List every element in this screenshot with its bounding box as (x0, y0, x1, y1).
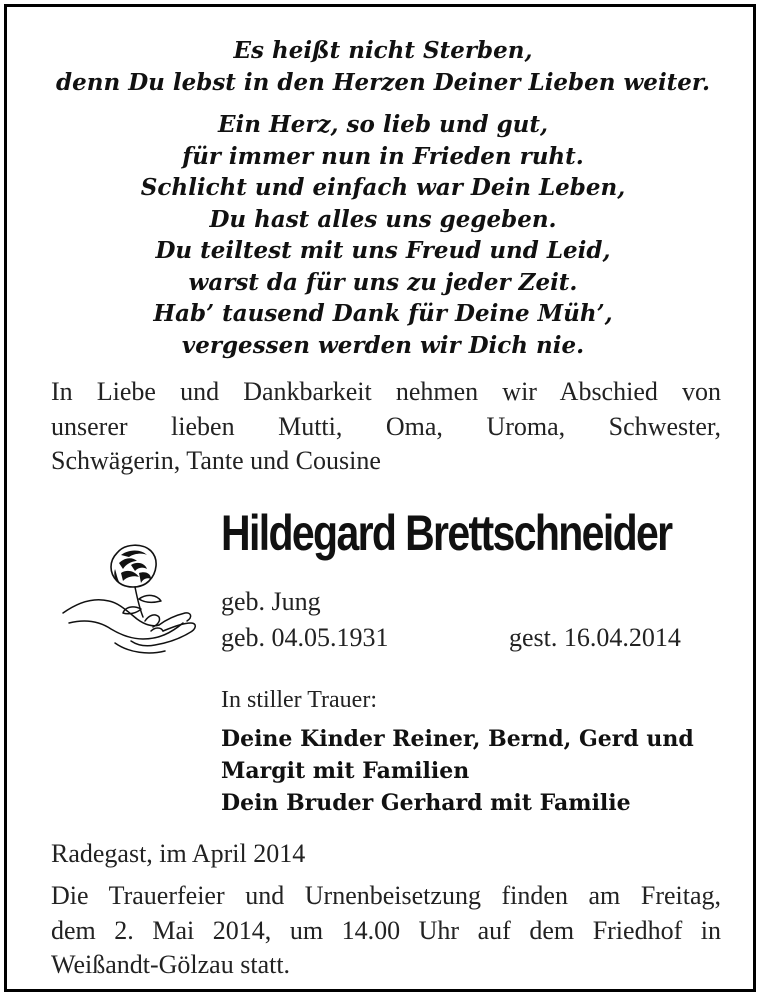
mourners-label: In stiller Trauer: (221, 687, 377, 713)
ceremony-info (51, 879, 721, 983)
ceremony-line: Weißandt-Gölzau statt. (51, 950, 291, 979)
deceased-name: Hildegard Brettschneider (221, 505, 672, 561)
poem-line: Hab’ tausend Dank für Deine Müh’, (153, 300, 613, 327)
mourners-line: Margit mit Familien (221, 758, 470, 784)
poem-line: für immer nun in Frieden ruht. (182, 142, 584, 170)
poem-line: Schlicht und einfach war Dein Leben, (140, 174, 626, 201)
poem-stanza-2 (7, 109, 759, 361)
death-date: gest. 16.04.2014 (509, 623, 681, 652)
poem-line: Du hast alles uns gegeben. (209, 205, 557, 233)
place-date: Radegast, im April 2014 (51, 839, 306, 868)
obituary-notice (4, 4, 756, 992)
poem-line: Es heißt nicht Sterben, (233, 37, 533, 64)
poem-line: Ein Herz, so lieb und gut, (217, 111, 549, 138)
mourners-list (221, 723, 694, 819)
mourners-line: Deine Kinder Reiner, Bernd, Gerd und (221, 726, 694, 752)
ceremony-line: dem 2. Mai 2014, um 14.00 Uhr auf dem Friedhof in (51, 915, 721, 945)
rose-in-hands-icon (59, 539, 199, 659)
poem-line: vergessen werden wir Dich nie. (181, 331, 585, 359)
intro-line: Schwägerin, Tante und Cousine (51, 446, 381, 475)
intro-line: unserer lieben Mutti, Oma, Uroma, Schwester, (51, 411, 721, 441)
poem-line: denn Du lebst in den Herzen Deiner Lieben weiter. (56, 68, 710, 96)
poem-line: Du teiltest mit uns Freud und Leid, (155, 237, 611, 264)
poem-line: warst da für uns zu jeder Zeit. (188, 268, 578, 296)
birth-date: geb. 04.05.1931 (221, 623, 389, 652)
birth-name: geb. Jung (221, 587, 321, 616)
mourners-line: Dein Bruder Gerhard mit Familie (221, 790, 631, 816)
farewell-intro (51, 375, 721, 479)
intro-line: In Liebe und Dankbarkeit nehmen wir Abschied von (51, 377, 721, 406)
ceremony-line: Die Trauerfeier und Urnenbeisetzung finden am Freitag, (51, 881, 721, 910)
poem-stanza-1 (7, 35, 759, 98)
